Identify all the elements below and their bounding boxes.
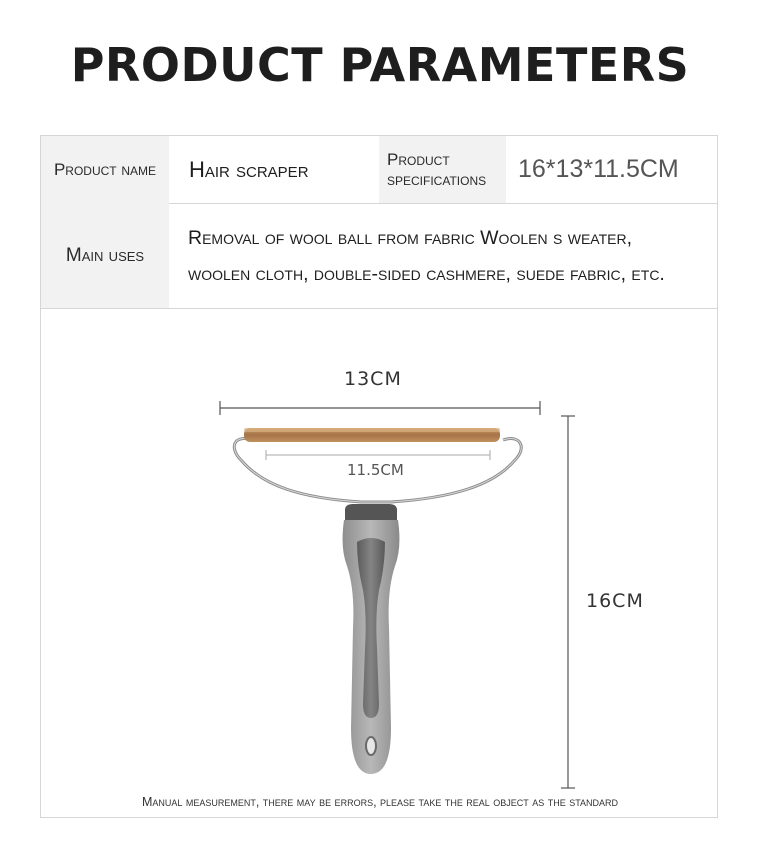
- main-uses-line1: Removal of wool ball from fabric Woolen s weater,: [188, 226, 633, 249]
- main-uses-line2: woolen cloth, double-sided cashmere, suede fabric, etc.: [188, 262, 665, 285]
- measurement-footnote: Manual measurement, there may be errors, please take the real object as the standard: [141, 795, 619, 809]
- width-dimension-line: [220, 401, 540, 415]
- main-uses-value: [169, 203, 717, 308]
- product-diagram: [41, 308, 717, 817]
- spec-label: [379, 136, 506, 203]
- blade-dimension-line: [266, 450, 490, 460]
- metal-frame: [234, 439, 521, 502]
- parameters-sheet: [40, 135, 718, 818]
- table-row-name-spec: [41, 136, 717, 204]
- product-name-label: Product name: [41, 136, 169, 203]
- spec-value: 16*13*11.5CM: [518, 155, 679, 183]
- lint-remover-illustration: [41, 308, 717, 817]
- page-title: PRODUCT PARAMETERS: [70, 38, 690, 92]
- spec-label-line1: Product: [387, 149, 450, 169]
- spec-label-line2: specifications: [387, 169, 487, 189]
- width-dimension-label: 13CM: [344, 368, 402, 390]
- main-uses-label: Main uses: [41, 203, 169, 308]
- handle-collar: [345, 504, 397, 522]
- table-row-main-uses: [41, 203, 717, 309]
- blade-dimension-label: 11.5CM: [347, 461, 404, 479]
- height-dimension-label: 16CM: [586, 590, 644, 612]
- product-name-value: Hair scraper: [189, 156, 309, 182]
- hang-hole: [366, 737, 376, 755]
- height-dimension-line: [561, 416, 575, 788]
